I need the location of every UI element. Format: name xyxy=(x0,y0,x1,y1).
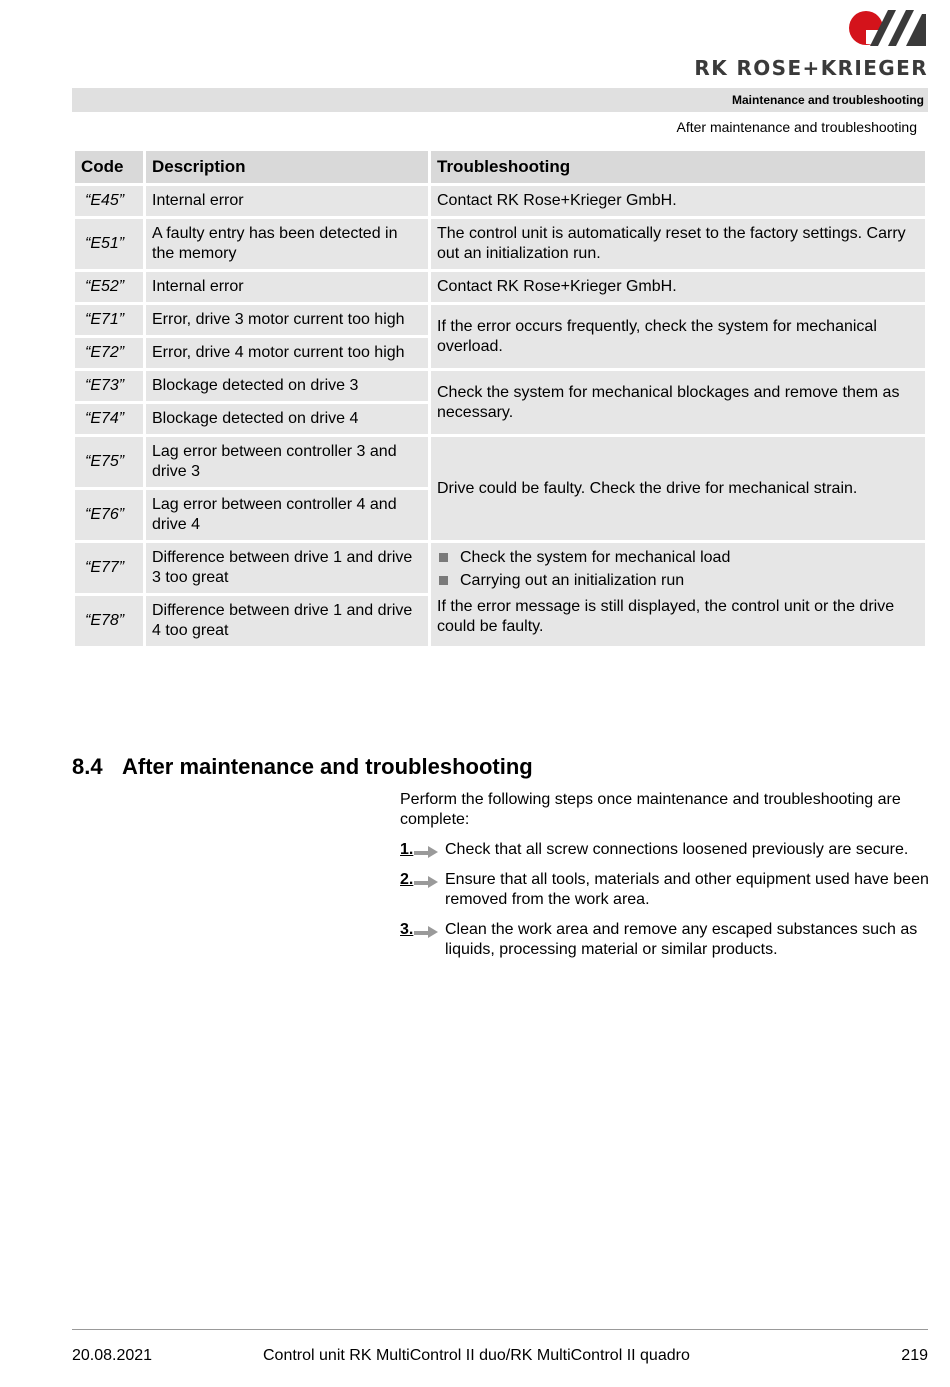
table-row xyxy=(75,543,925,593)
troubleshooting-text: The control unit is automatically reset to the factory settings. Carry out an initialization run. xyxy=(431,219,925,269)
error-description: Blockage detected on drive 3 xyxy=(146,371,428,401)
error-description: Internal error xyxy=(146,186,428,216)
troubleshooting-text: Contact RK Rose+Krieger GmbH. xyxy=(431,186,925,216)
step-arrow-icon xyxy=(414,926,438,938)
error-description: Error, drive 4 motor current too high xyxy=(146,338,428,368)
header-section: After maintenance and troubleshooting xyxy=(676,119,917,135)
table-row xyxy=(75,437,925,487)
error-description: Difference between drive 1 and drive 3 too great xyxy=(146,543,428,593)
error-code: “E52” xyxy=(75,272,143,302)
error-description: Error, drive 3 motor current too high xyxy=(146,305,428,335)
page-number: 219 xyxy=(901,1347,928,1364)
header-band xyxy=(72,88,928,112)
footer-title: Control unit RK MultiControl II duo/RK MultiControl II quadro xyxy=(263,1347,690,1364)
error-description: Blockage detected on drive 4 xyxy=(146,404,428,434)
table-row xyxy=(75,272,925,302)
square-bullet-icon xyxy=(439,553,448,562)
step-arrow-icon xyxy=(414,876,438,888)
bullet-item xyxy=(437,571,919,591)
list-item xyxy=(400,920,930,960)
bullet-text: Carrying out an initialization run xyxy=(460,572,685,589)
error-code: “E72” xyxy=(75,338,143,368)
troubleshooting-cell xyxy=(431,543,925,646)
footer-date: 20.08.2021 xyxy=(72,1347,153,1364)
error-code-table xyxy=(72,148,928,649)
troubleshooting-text: Check the system for mechanical blockages and remove them as necessary. xyxy=(431,371,925,434)
header-chapter: Maintenance and troubleshooting xyxy=(731,93,924,107)
error-code: “E74” xyxy=(75,404,143,434)
troubleshooting-text: Drive could be faulty. Check the drive for mechanical strain. xyxy=(431,437,925,540)
table-header-row xyxy=(75,151,925,183)
table-row xyxy=(75,186,925,216)
step-text: Clean the work area and remove any escaped substances such as liquids, processing material or similar products. xyxy=(445,921,918,958)
footer-divider xyxy=(72,1329,928,1330)
column-header-description: Description xyxy=(146,151,428,183)
column-header-troubleshooting: Troubleshooting xyxy=(431,151,925,183)
step-text: Ensure that all tools, materials and other equipment used have been removed from the work area. xyxy=(445,871,929,908)
logo-wordmark: RK ROSE+KRIEGER xyxy=(694,56,928,80)
table-row xyxy=(75,371,925,401)
error-code: “E75” xyxy=(75,437,143,487)
step-list xyxy=(400,840,930,970)
company-logo xyxy=(688,8,928,80)
error-description: Internal error xyxy=(146,272,428,302)
list-item xyxy=(400,840,930,860)
error-code: “E78” xyxy=(75,596,143,646)
troubleshooting-text: Contact RK Rose+Krieger GmbH. xyxy=(431,272,925,302)
bullet-item xyxy=(437,548,919,568)
step-text: Check that all screw connections loosened previously are secure. xyxy=(445,841,909,858)
error-description: Lag error between controller 3 and drive 3 xyxy=(146,437,428,487)
error-description: Difference between drive 1 and drive 4 too great xyxy=(146,596,428,646)
section-title: After maintenance and troubleshooting xyxy=(122,754,533,779)
error-code: “E45” xyxy=(75,186,143,216)
error-code: “E73” xyxy=(75,371,143,401)
section-number: 8.4 xyxy=(72,754,103,779)
step-number: 1. xyxy=(400,840,445,860)
error-description: Lag error between controller 4 and drive 4 xyxy=(146,490,428,540)
logo-mark-icon xyxy=(848,8,928,48)
error-code: “E51” xyxy=(75,219,143,269)
troubleshooting-text: If the error message is still displayed, the control unit or the drive could be faulty. xyxy=(437,598,895,635)
error-code: “E76” xyxy=(75,490,143,540)
table-row xyxy=(75,219,925,269)
error-code: “E71” xyxy=(75,305,143,335)
error-code: “E77” xyxy=(75,543,143,593)
step-arrow-icon xyxy=(414,846,438,858)
error-description: A faulty entry has been detected in the memory xyxy=(146,219,428,269)
table-row xyxy=(75,305,925,335)
list-item xyxy=(400,870,930,910)
troubleshooting-text: If the error occurs frequently, check the system for mechanical overload. xyxy=(431,305,925,368)
bullet-text: Check the system for mechanical load xyxy=(460,549,731,566)
step-number: 3. xyxy=(400,920,445,960)
step-number: 2. xyxy=(400,870,445,910)
section-intro: Perform the following steps once maintenance and troubleshooting are complete: xyxy=(400,791,901,828)
column-header-code: Code xyxy=(75,151,143,183)
square-bullet-icon xyxy=(439,576,448,585)
